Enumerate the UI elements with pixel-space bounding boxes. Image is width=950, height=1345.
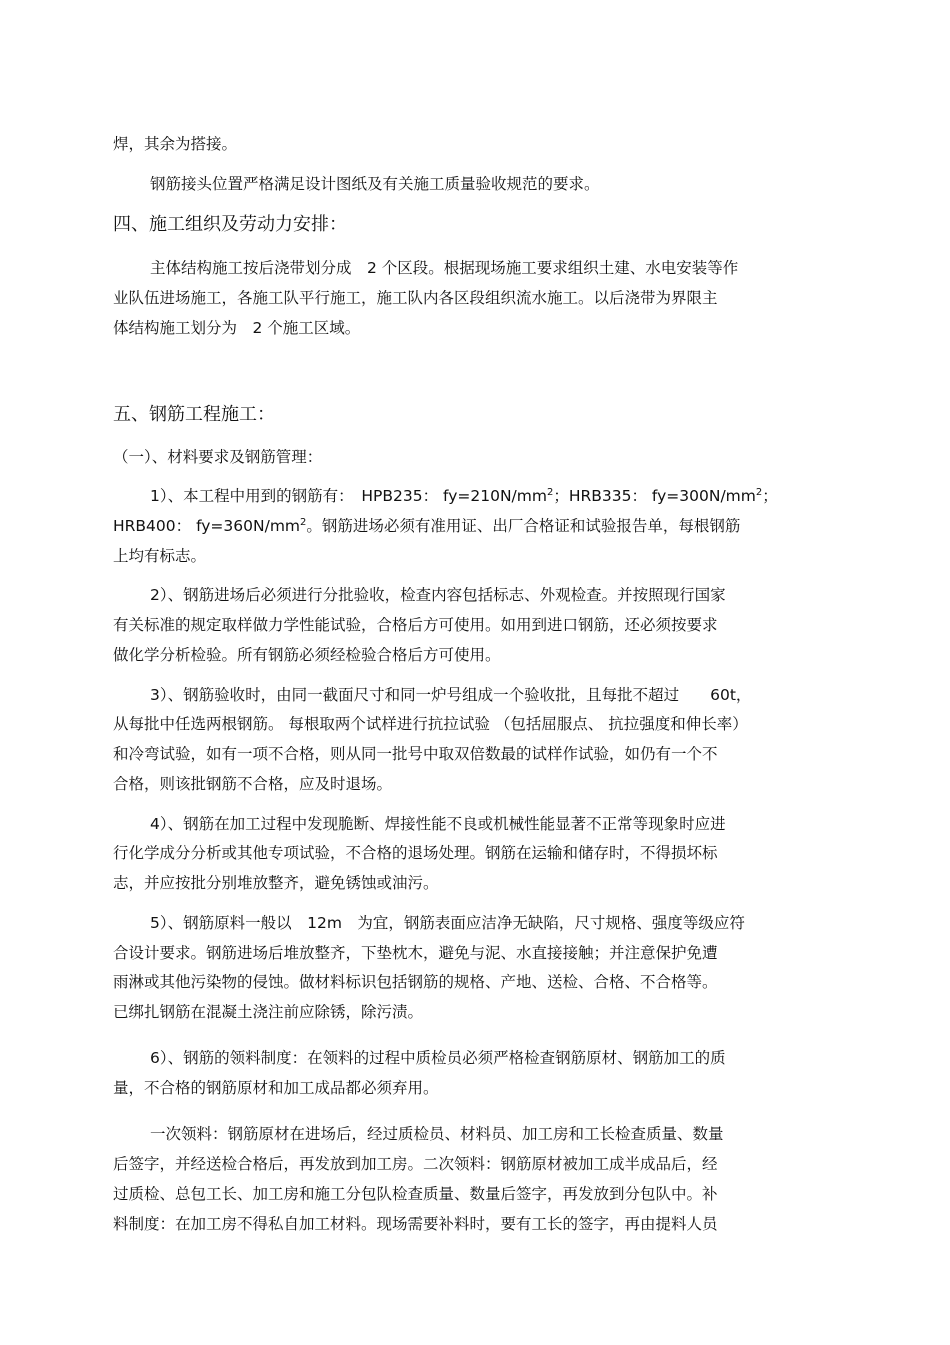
text-line: 志，并应按批分别堆放整齐，避免锈蚀或油污。 <box>113 874 439 892</box>
text-fragment: ； <box>762 487 778 505</box>
text-line: 有关标准的规定取样做力学性能试验，合格后方可使用。如用到进口钢筋，还必须按要求 <box>113 616 718 634</box>
rebar-spec-hrb335: ；HRB335： fy=300N/mm <box>553 487 756 505</box>
text-line: 4）、钢筋在加工过程中发现脆断、焊接性能不良或机械性能显著不正常等现象时应进 <box>150 815 726 833</box>
superscript: 2 <box>300 516 307 528</box>
text-line: 量，不合格的钢筋原材和加工成品都必须弃用。 <box>113 1079 439 1097</box>
text-line: 料制度：在加工房不得私自加工材料。现场需要补料时，要有工长的签字，再由提料人员 <box>113 1215 718 1233</box>
superscript: 2 <box>546 486 554 498</box>
subsection-heading: （一）、材料要求及钢筋管理： <box>113 448 323 466</box>
section-heading: 四、施工组织及劳动力安排： <box>113 214 347 235</box>
text-line: 焊，其余为搭接。 <box>113 135 238 153</box>
text-line: 主体结构施工按后浇带划分成 2 个区段。根据现场施工要求组织土建、水电安装等作 <box>150 259 739 277</box>
text-line: 2）、钢筋进场后必须进行分批验收，检查内容包括标志、外观检查。并按照现行国家 <box>150 586 726 604</box>
text-line: 和冷弯试验，如有一项不合格，则从同一批号中取双倍数最的试样作试验，如仍有一个不 <box>113 745 718 763</box>
text-line: 3）、钢筋验收时，由同一截面尺寸和同一炉号组成一个验收批，且每批不超过 60t， <box>150 686 752 704</box>
text-line: 做化学分析检验。所有钢筋必须经检验合格后方可使用。 <box>113 646 501 664</box>
text-line: 5）、钢筋原料一般以 12m 为宜，钢筋表面应洁净无缺陷，尺寸规格、强度等级应符 <box>150 914 745 932</box>
text-line: 合设计要求。钢筋进场后堆放整齐，下垫枕木，避免与泥、水直接接触；并注意保护免遭 <box>113 944 718 962</box>
text-fragment: 。钢筋进场必须有准用证、出厂合格证和试验报告单，每根钢筋 <box>306 517 741 535</box>
text-line: 6）、钢筋的领料制度：在领料的过程中质检员必须严格检查钢筋原材、钢筋加工的质 <box>150 1049 726 1067</box>
text-line: 已绑扎钢筋在混凝土浇注前应除锈，除污渍。 <box>113 1003 424 1021</box>
text-line: 行化学成分分析或其他专项试验，不合格的退场处理。钢筋在运输和储存时，不得损坏标 <box>113 844 718 862</box>
text-line <box>113 516 740 536</box>
text-line: 钢筋接头位置严格满足设计图纸及有关施工质量验收规范的要求。 <box>150 175 600 193</box>
text-line: 合格，则该批钢筋不合格，应及时退场。 <box>113 775 393 793</box>
rebar-spec-hrb400: HRB400： fy=360N/mm <box>113 517 301 535</box>
text-line: 后签字，并经送检合格后，再发放到加工房。二次领料：钢筋原材被加工成半成品后，经 <box>113 1155 718 1173</box>
text-line: 雨淋或其他污染物的侵蚀。做材料标识包括钢筋的规格、产地、送检、合格、不合格等。 <box>113 973 718 991</box>
superscript: 2 <box>755 486 763 498</box>
text-line <box>150 486 778 506</box>
section-heading: 五、钢筋工程施工： <box>113 404 275 425</box>
text-line: 上均有标志。 <box>113 547 207 565</box>
text-line: 体结构施工划分为 2 个施工区域。 <box>113 319 361 337</box>
text-line: 过质检、总包工长、加工房和施工分包队检查质量、数量后签字，再发放到分包队中。补 <box>113 1185 718 1203</box>
text-line: 业队伍进场施工，各施工队平行施工，施工队内各区段组织流水施工。以后浇带为界限主 <box>113 289 718 307</box>
rebar-spec-hpb235: 1）、本工程中用到的钢筋有： HPB235： fy=210N/mm <box>150 487 547 505</box>
text-line: 从每批中任选两根钢筋。 每根取两个试样进行抗拉试验 （包括屈服点、 抗拉强度和伸长率） <box>113 715 748 733</box>
text-line: 一次领料：钢筋原材在进场后，经过质检员、材料员、加工房和工长检查质量、数量 <box>150 1125 724 1143</box>
